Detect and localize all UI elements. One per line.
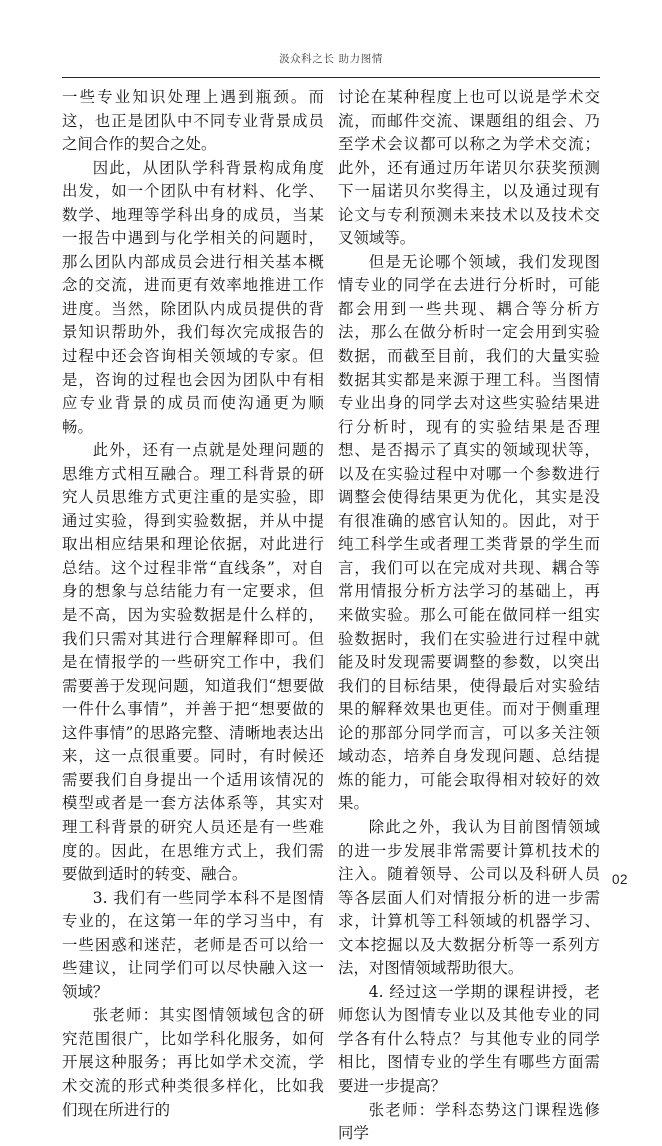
paragraph: 一些专业知识处理上遇到瓶颈。而这，也正是团队中不同专业背景成员之间合作的契合之处。 bbox=[62, 88, 324, 154]
paragraph: 讨论在某种程度上也可以说是学术交流，而邮件交流、课题组的组会、乃至学术会议都可以称之为学术交流；此外，还有通过历年诺贝尔获奖预测下一届诺贝尔奖得主，以及通过现有论文与专利预测未来技术以及技术交叉领域等。 bbox=[338, 88, 600, 248]
page-header bbox=[62, 52, 600, 66]
two-column-body bbox=[62, 86, 600, 1143]
paragraph: 除此之外，我认为目前图情领域的进一步发展非常需要计算机技术的注入。随着领导、公司以及科研人员等各层面人们对情报分析的进一步需求，计算机等工科领域的机器学习、文本挖掘以及大数据分析等一系列方法，对图情领域帮助很大。 bbox=[338, 817, 600, 978]
page-number: 02 bbox=[611, 872, 628, 887]
answer-paragraph: 张老师：其实图情领域包含的研究范围很广，比如学科化服务，如何开展这种服务；再比如学术交流，学术交流的形式种类很多样化，比如我们现在所进行的 bbox=[62, 1006, 324, 1119]
header-divider-rule bbox=[62, 77, 600, 78]
question-paragraph: 4. 经过这一学期的课程讲授，老师您认为图情专业以及其他专业的同学各有什么特点？与其他专业的同学相比，图情专业的学生有哪些方面需要进一步提高？ bbox=[338, 982, 600, 1095]
paragraph: 此外，还有一点就是处理问题的思维方式相互融合。理工科背景的研究人员思维方式更注重的是实验，即通过实验，得到实验数据，并从中提取出相应结果和理论依据，对此进行总结。这个过程非常“直线条”，对自身的想象与总结能力有一定要求，但是不高，因为实验数据是什么样的，我们只需对其进行合理解释即可。但是在情报学的一些研究工作中，我们需要善于发现问题，知道我们“想要做一件什么事情”，并善于把“想要做的这件事情”的思路完整、清晰地表达出来，这一点很重要。同时，有时候还需要我们自身提出一个适用该情况的模型或者是一套方法体系等，其实对理工科背景的研究人员还是有一些难度的。因此，在思维方式上，我们需要做到适时的转变、融合。 bbox=[62, 441, 324, 884]
paragraph: 因此，从团队学科背景构成角度出发，如一个团队中有材料、化学、数学、地理等学科出身的成员，当某一报告中遇到与化学相关的问题时，那么团队内部成员会进行相关基本概念的交流，进而更有效率地推进工作进度。当然，除团队内成员提供的背景知识帮助外，我们每次完成报告的过程中还会咨询相关领域的专家。但是，咨询的过程也会因为团队中有相应专业背景的成员而使沟通更为顺畅。 bbox=[62, 158, 324, 436]
left-column bbox=[62, 86, 324, 1122]
answer-paragraph: 张老师：学科态势这门课程选修同学 bbox=[338, 1100, 600, 1143]
right-column bbox=[338, 86, 600, 1146]
paragraph: 但是无论哪个领域，我们发现图情专业的同学在去进行分析时，可能都会用到一些共现、耦合等分析方法，那么在做分析时一定会用到实验数据，而截至目前，我们的大量实验数据其实都是来源于理工科。当图情专业出身的同学去对这些实验结果进行分析时，现有的实验结果是否理想、是否揭示了真实的领域现状等，以及在实验过程中对哪一个参数进行调整会使得结果更为优化，其实是没有很准确的感官认知的。因此，对于纯工科学生或者理工类背景的学生而言，我们可以在完成对共现、耦合等常用情报分析方法学习的基础上，再来做实验。那么可能在做同样一组实验数据时，我们在实验进行过程中就能及时发现需要调整的参数，以突出我们的目标结果，使得最后对实验结果的解释效果也更佳。而对于侧重理论的那部分同学而言，可以多关注领域动态，培养自身发现问题、总结提炼的能力，可能会取得相对较好的效果。 bbox=[338, 252, 600, 813]
question-paragraph: 3. 我们有一些同学本科不是图情专业的，在这第一年的学习当中，有一些困惑和迷茫，老师是否可以给一些建议，让同学们可以尽快融入这一领域？ bbox=[62, 888, 324, 1001]
running-head: 汲众科之长 助力图情 bbox=[279, 53, 383, 65]
